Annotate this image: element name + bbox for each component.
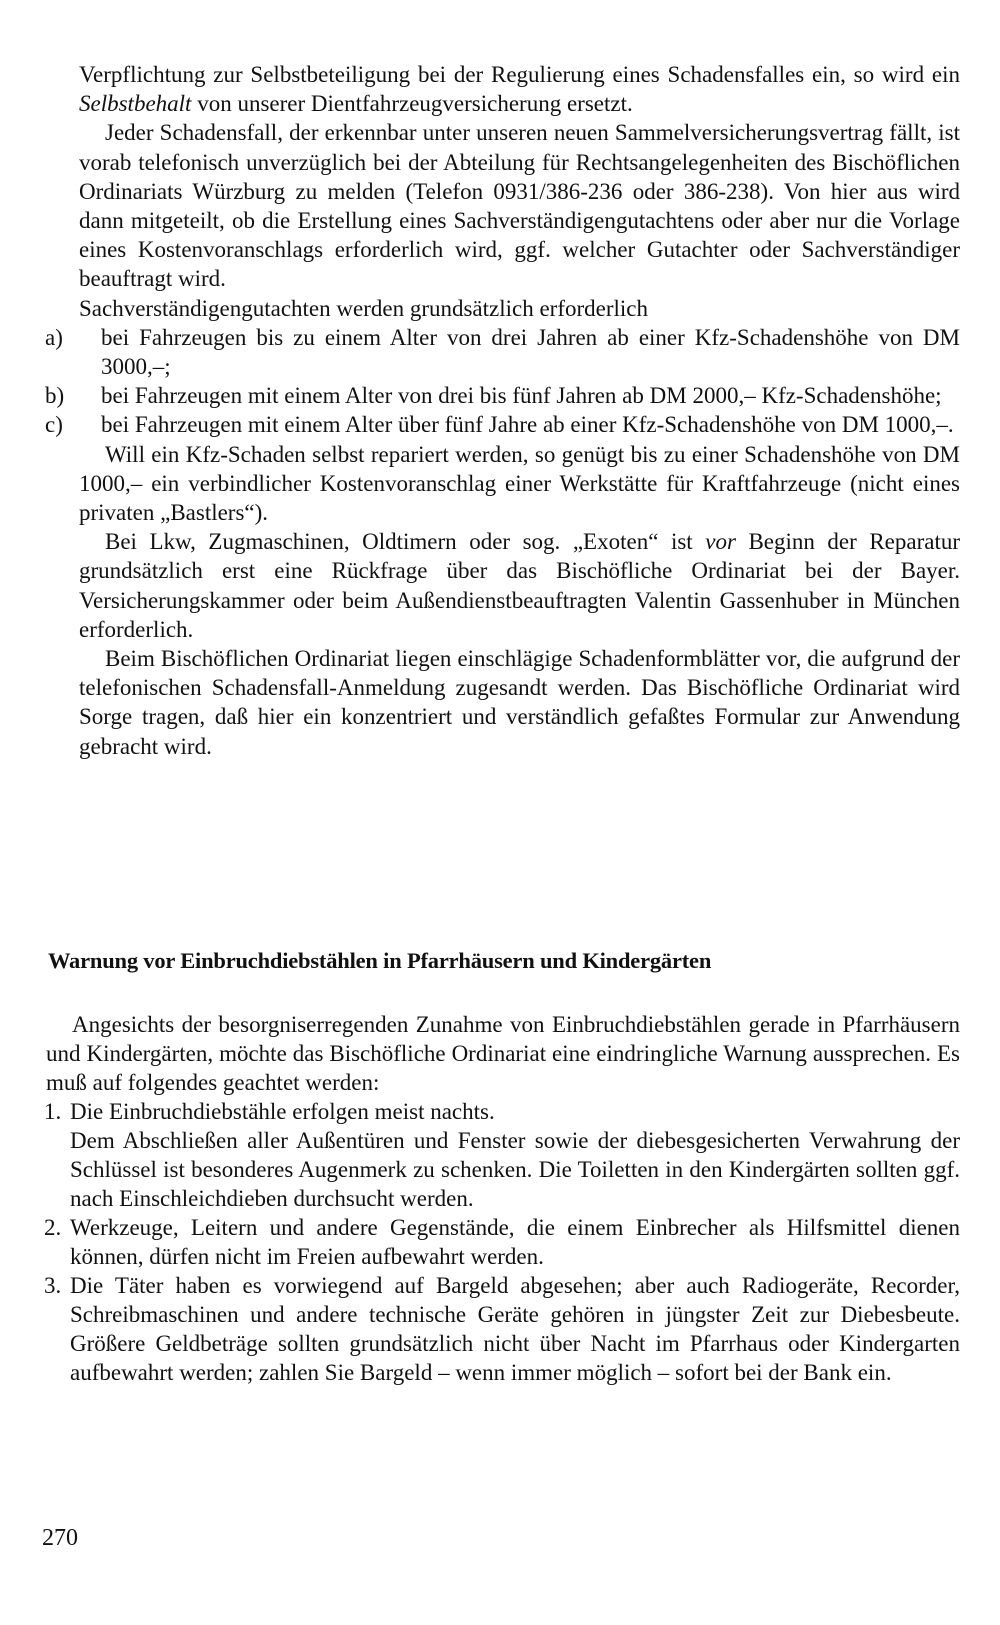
section-heading: Warnung vor Einbruchdiebstählen in Pfarrhäusern und Kindergärten [48,948,712,973]
emphasis-vor: vor [705,529,736,555]
warning-list [44,1097,960,1387]
list-marker: 3. [44,1273,62,1298]
gutachten-list [45,323,960,440]
list-item-subtext: Dem Abschließen aller Außentüren und Fenster sowie der diebesgesicherten Verwahrung der Schlüssel ist besonderes Augenmerk zu schenken. Die Toiletten in den Kindergärten sollten ggf. nach Einschleichdieben durchsucht werden. [70,1128,960,1211]
list-marker: 2. [44,1215,62,1240]
paragraph-lkw-exoten [79,527,960,644]
paragraph-formblaetter: Beim Bischöflichen Ordinariat liegen einschlägige Schadenformblätter vor, die aufgrund der telefonischen Schadensfall-Anmeldung zugesandt werden. Das Bischöfliche Ordinariat wird Sorge tragen, daß hier ein konzentriert und verständlich gefaßtes Formular zur Anwendung gebracht wird. [79,646,960,759]
list-item [44,1213,960,1271]
continued-text-block [45,60,961,761]
paragraph-text: Verpflichtung zur Selbstbeteiligung bei der Regulierung eines Schadensfalles ein, so wird ein [79,62,960,87]
paragraph-gutachten-intro: Sachverständigengutachten werden grundsätzlich erforderlich [79,295,649,321]
list-item [45,323,960,381]
list-marker: c) [45,412,63,438]
paragraph-selbstreparatur: Will ein Kfz-Schaden selbst repariert werden, so genügt bis zu einer Schadenshöhe von DM 1000,– ein verbindlicher Kostenvoranschlag einer Werkstätte für Kraftfahrzeuge (nicht eines privaten „Bastlers“). [79,441,960,526]
paragraph-text: Beginn der Reparatur grundsätzlich erst eine Rückfrage über das Bischöfliche Ordinariat bei der Bayer. Versicherungskammer oder beim Außendienstbeauftragten Valentin Gassenhuber in München erforderlich. [79,529,961,642]
list-item-text: Werkzeuge, Leitern und andere Gegenstände, die einem Einbrecher als Hilfsmittel dienen können, dürfen nicht im Freien aufbewahrt werden. [70,1215,960,1269]
paragraph-text: Bei Lkw, Zugmaschinen, Oldtimern oder sog. „Exoten“ ist [105,529,706,555]
page-number: 270 [42,1525,78,1551]
list-item-text: bei Fahrzeugen bis zu einem Alter von drei Jahren ab einer Kfz-Schadenshöhe von DM 3000,–; [101,324,960,380]
list-marker: a) [45,324,63,350]
list-marker: b) [45,383,65,409]
warning-section-body [44,1010,960,1387]
list-item [45,410,960,439]
list-item-text: Die Einbruchdiebstähle erfolgen meist nachts. [70,1099,495,1124]
list-item-text: Die Täter haben es vorwiegend auf Bargeld abgesehen; aber auch Radiogeräte, Recorder, Schreibmaschinen und andere technische Geräte gehören in jüngster Zeit zur Diebesbeute. Größere Geldbeträge sollten grundsätzlich nicht über Nacht im Pfarrhaus oder Kindergarten aufbewahrt werden; zahlen Sie Bargeld – wenn immer möglich – sofort bei der Bank ein. [70,1273,960,1385]
list-item [45,381,960,410]
paragraph-schadensfall-meldung: Jeder Schadensfall, der erkennbar unter unseren neuen Sammelversicherungsvertrag fällt, ist vorab telefonisch unverzüglich bei der Abteilung für Rechtsangelegenheiten des Bischöflichen Ordinariats Würzburg zu melden (Telefon 0931/386-236 oder 386-238). Von hier aus wird dann mitgeteilt, ob die Erstellung eines Sachverständigengutachtens oder aber nur die Vorlage eines Kostenvoranschlags erforderlich wird, ggf. welcher Gutachter oder Sachverständiger beauftragt wird. [79,120,960,292]
paragraph-selbstbehalt [79,60,960,118]
paragraph-text: von unserer Dientfahrzeugversicherung ersetzt. [191,91,633,117]
list-item-text: bei Fahrzeugen mit einem Alter von drei bis fünf Jahren ab DM 2000,– Kfz-Schadenshöhe; [101,383,942,409]
list-item [44,1271,960,1387]
paragraph-warning-intro: Angesichts der besorgniserregenden Zunahme von Einbruchdiebstählen gerade in Pfarrhäusern und Kindergärten, möchte das Bischöfliche Ordinariat eine eindringliche Warnung aussprechen. Es muß auf folgendes geachtet werden: [46,1012,960,1095]
list-item [44,1097,960,1213]
list-marker: 1. [44,1099,62,1124]
list-item-text: bei Fahrzeugen mit einem Alter über fünf Jahre ab einer Kfz-Schadenshöhe von DM 1000,–. [101,412,954,438]
emphasis-selbstbehalt: Selbstbehalt [79,91,192,117]
